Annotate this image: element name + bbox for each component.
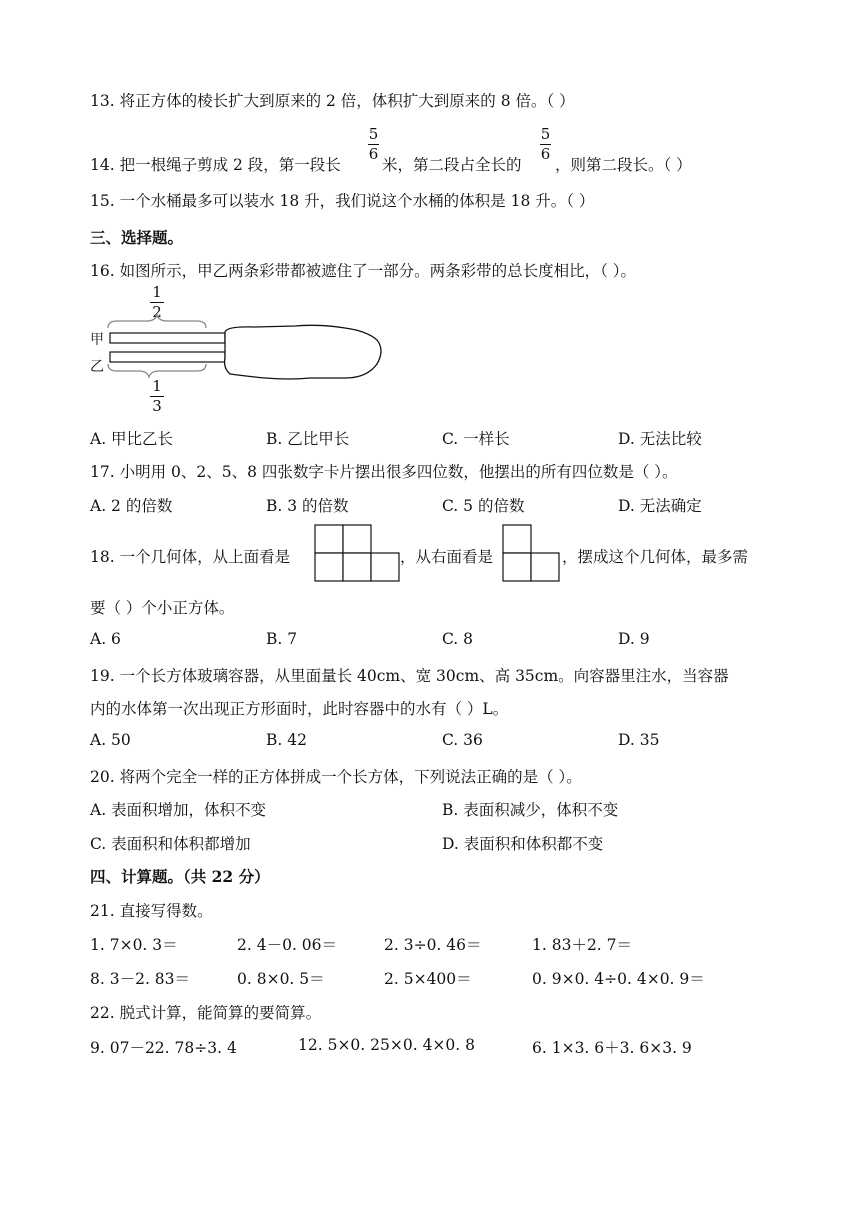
question-18-part1: 18. 一个几何体，从上面看是: [90, 548, 291, 566]
question-18-part2: ，从右面看是: [400, 548, 494, 566]
q22-item: 12. 5×0. 25×0. 4×0. 8: [298, 1036, 475, 1054]
question-22: 22. 脱式计算，能简算的要简算。: [90, 1004, 322, 1022]
q17-option-c[interactable]: C. 5 的倍数: [442, 497, 525, 515]
q20-option-c[interactable]: C. 表面积和体积都增加: [90, 835, 251, 853]
q21-item: 0. 9×0. 4÷0. 4×0. 9＝: [532, 970, 705, 988]
ribbon-yi: [110, 352, 225, 362]
q18-option-a[interactable]: A. 6: [90, 630, 121, 648]
q17-option-d[interactable]: D. 无法确定: [618, 497, 702, 515]
q19-option-c[interactable]: C. 36: [442, 731, 483, 749]
q18-option-b[interactable]: B. 7: [266, 630, 298, 648]
question-19-line1: 19. 一个长方体玻璃容器，从里面量长 40cm、宽 30cm、高 35cm。向容器里注水，当容器: [90, 667, 729, 685]
fraction-5-6-second: 5 6: [540, 125, 551, 163]
question-18-part3: ，摆成这个几何体，最多需: [562, 548, 749, 566]
q17-option-b[interactable]: B. 3 的倍数: [266, 497, 349, 515]
bottom-brace: [108, 364, 206, 377]
question-14-part2: 米，第二段占全长的: [382, 156, 522, 174]
q20-option-d[interactable]: D. 表面积和体积都不变: [442, 835, 604, 853]
question-16: 16. 如图所示，甲乙两条彩带都被遮住了一部分。两条彩带的总长度相比，（ ）。: [90, 262, 637, 280]
section-heading-choice: 三、选择题。: [90, 228, 184, 247]
fraction-5-6-first: 5 6: [368, 125, 379, 163]
right-view-grid: [503, 525, 560, 581]
q16-option-c[interactable]: C. 一样长: [442, 430, 510, 448]
q21-item: 2. 4－0. 06＝: [237, 936, 338, 954]
question-13: 13. 将正方体的棱长扩大到原来的 2 倍，体积扩大到原来的 8 倍。（ ）: [90, 92, 575, 110]
question-15: 15. 一个水桶最多可以装水 18 升，我们说这个水桶的体积是 18 升。（ ）: [90, 192, 595, 210]
question-14-part1: 14. 把一根绳子剪成 2 段，第一段长: [90, 156, 341, 174]
question-14-part3: ，则第二段长。（ ）: [555, 156, 692, 174]
q19-option-d[interactable]: D. 35: [618, 731, 660, 749]
q16-option-a[interactable]: A. 甲比乙长: [90, 430, 174, 448]
question-18-line2: 要（ ）个小正方体。: [90, 599, 235, 617]
q19-option-b[interactable]: B. 42: [266, 731, 307, 749]
ribbon-jia: [110, 333, 225, 343]
q16-option-b[interactable]: B. 乙比甲长: [266, 430, 350, 448]
cover-blob: [225, 325, 381, 379]
q21-item: 8. 3－2. 83＝: [90, 970, 191, 988]
q21-item: 0. 8×0. 5＝: [237, 970, 325, 988]
q19-option-a[interactable]: A. 50: [90, 731, 131, 749]
q16-option-d[interactable]: D. 无法比较: [618, 430, 702, 448]
question-21: 21. 直接写得数。: [90, 902, 213, 920]
q18-option-d[interactable]: D. 9: [618, 630, 650, 648]
q21-item: 2. 5×400＝: [384, 970, 472, 988]
q22-item: 6. 1×3. 6＋3. 6×3. 9: [532, 1039, 692, 1057]
question-19-line2: 内的水体第一次出现正方形面时，此时容器中的水有（ ）L。: [90, 700, 509, 718]
question-17: 17. 小明用 0、2、5、8 四张数字卡片摆出很多四位数，他摆出的所有四位数是（ ）。: [90, 463, 678, 481]
q21-item: 1. 83＋2. 7＝: [532, 936, 633, 954]
q21-item: 1. 7×0. 3＝: [90, 936, 178, 954]
section-heading-calculation: 四、计算题。（共 22 分）: [90, 867, 270, 886]
question-20: 20. 将两个完全一样的正方体拼成一个长方体，下列说法正确的是（ ）。: [90, 768, 582, 786]
ribbon-label-yi: 乙: [90, 359, 104, 375]
fraction-1-2: 1 2: [150, 284, 164, 321]
q20-option-b[interactable]: B. 表面积减少，体积不变: [442, 801, 619, 819]
fraction-1-3: 1 3: [150, 378, 164, 415]
ribbon-label-jia: 甲: [90, 332, 104, 348]
q20-option-a[interactable]: A. 表面积增加，体积不变: [90, 801, 267, 819]
top-view-grid: [315, 525, 400, 581]
q22-item: 9. 07－22. 78÷3. 4: [90, 1039, 237, 1057]
q21-item: 2. 3÷0. 46＝: [384, 936, 482, 954]
q18-option-c[interactable]: C. 8: [442, 630, 474, 648]
q17-option-a[interactable]: A. 2 的倍数: [90, 497, 173, 515]
